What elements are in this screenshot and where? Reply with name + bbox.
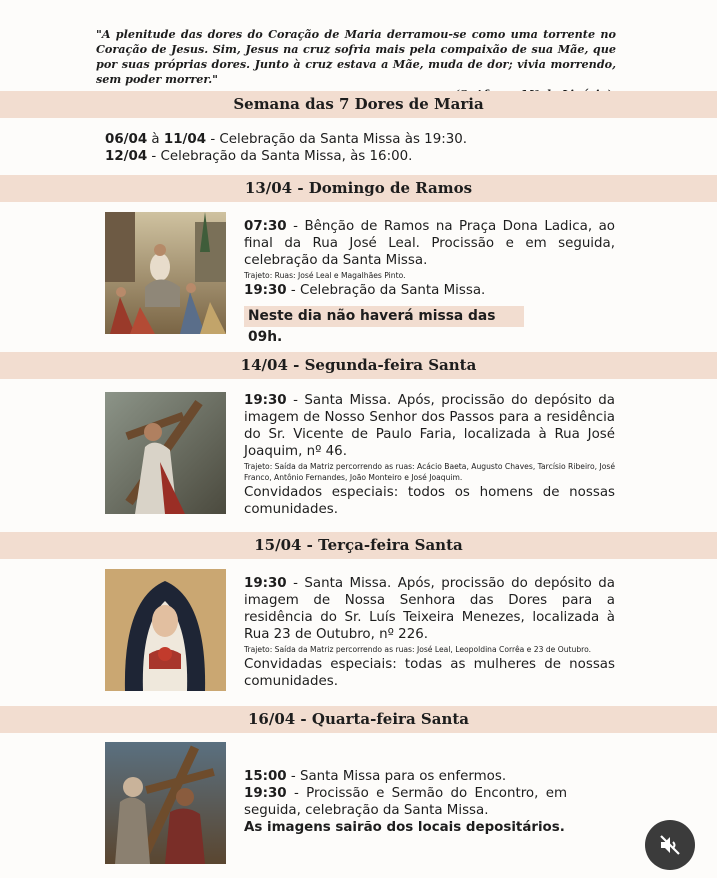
day1-text-2: - Celebração da Santa Missa.: [286, 283, 486, 298]
day1-item-1: [244, 218, 615, 269]
day3-details: [244, 575, 615, 690]
week-date-1: 06/04: [105, 132, 148, 147]
day4-details: [244, 768, 567, 836]
day2-item-1: [244, 392, 615, 460]
day3-item-1: [244, 575, 615, 643]
day1-route: Trajeto: Ruas: José Leal e Magalhães Pinto.: [244, 271, 406, 280]
day2-guests: Convidados especiais: todos os homens de nossas comunidades.: [244, 485, 615, 517]
day2-route: Trajeto: Saída da Matriz percorrendo as ruas: Acácio Baeta, Augusto Chaves, Tarcísio Ribeiro, José Franco, Antônio Fernandes, João Monteiro e José Joaquim.: [244, 462, 615, 482]
day4-item-2: [244, 785, 567, 819]
day4-title: 16/04 - Quarta-feira Santa: [0, 706, 717, 733]
day1-details: [244, 218, 615, 299]
day4-closing: [244, 819, 567, 836]
jesus-carrying-cross-image: [105, 392, 226, 514]
week-date-2: 11/04: [163, 132, 207, 147]
day2-details: [244, 392, 615, 518]
palm-sunday-image: [105, 212, 226, 334]
day4-time-2: 19:30: [244, 786, 287, 801]
day1-item-2: [244, 282, 615, 299]
day1-notice: Neste dia não haverá missa das 09h.: [244, 306, 524, 327]
week-schedule: [105, 131, 625, 165]
day1-text-1: - Bênção de Ramos na Praça Dona Ladica, ao final da Rua José Leal. Procissão e em seguida, celebração da Santa Missa.: [244, 219, 615, 268]
day1-time-2: 19:30: [244, 283, 287, 298]
week-line-2-text: - Celebração da Santa Missa, às 16:00.: [147, 149, 413, 164]
day1-title: 13/04 - Domingo de Ramos: [0, 175, 717, 202]
day3-guests: Convidadas especiais: todas as mulheres de nossas comunidades.: [244, 657, 615, 689]
day4-item-1: [244, 768, 567, 785]
day3-title: 15/04 - Terça-feira Santa: [0, 532, 717, 559]
day4-text-2: - Procissão e Sermão do Encontro, em seguida, celebração da Santa Missa.: [244, 786, 567, 818]
day2-time-1: 19:30: [244, 393, 287, 408]
quote-text: "A plenitude das dores do Coração de Maria derramou-se como uma torrente no Coração de Jesus. Sim, Jesus na cruz sofria mais pela compaixão de sua Mãe, que por suas próprias dores. Junto à cruz estava a Mãe, muda de dor; vivia morrendo, sem poder morrer.": [96, 27, 616, 86]
day3-text-1: - Santa Missa. Após, procissão do depósito da imagem de Nossa Senhora das Dores para a residência do Sr. Luís Teixeira Menezes, localizada à Rua 23 de Outubro, nº 226.: [244, 576, 615, 642]
week-line-1-text: - Celebração da Santa Missa às 19:30.: [206, 132, 468, 147]
our-lady-of-sorrows-image: [105, 569, 226, 691]
day4-time-1: 15:00: [244, 769, 287, 784]
day2-text-1: - Santa Missa. Após, procissão do depósito da imagem de Nosso Senhor dos Passos para a residência do Sr. Vicente de Paulo Faria, localizada à Rua José Joaquim, nº 46.: [244, 393, 615, 459]
speaker-muted-icon: [658, 833, 682, 857]
week-date-connector: à: [147, 132, 164, 147]
day3-time-1: 19:30: [244, 576, 287, 591]
week-title: Semana das 7 Dores de Maria: [0, 91, 717, 118]
day1-time-1: 07:30: [244, 219, 287, 234]
day3-route: Trajeto: Saída da Matriz percorrendo as ruas: José Leal, Leopoldina Corrêa e 23 de Outubro.: [244, 645, 592, 654]
encounter-image: [105, 742, 226, 864]
mute-button[interactable]: [645, 820, 695, 870]
day4-text-1: - Santa Missa para os enfermos.: [286, 769, 507, 784]
day4-closing-text: As imagens sairão dos locais depositários.: [244, 820, 565, 835]
week-line-1: [105, 131, 625, 148]
week-date-3: 12/04: [105, 149, 148, 164]
week-line-2: [105, 148, 625, 165]
day2-title: 14/04 - Segunda-feira Santa: [0, 352, 717, 379]
